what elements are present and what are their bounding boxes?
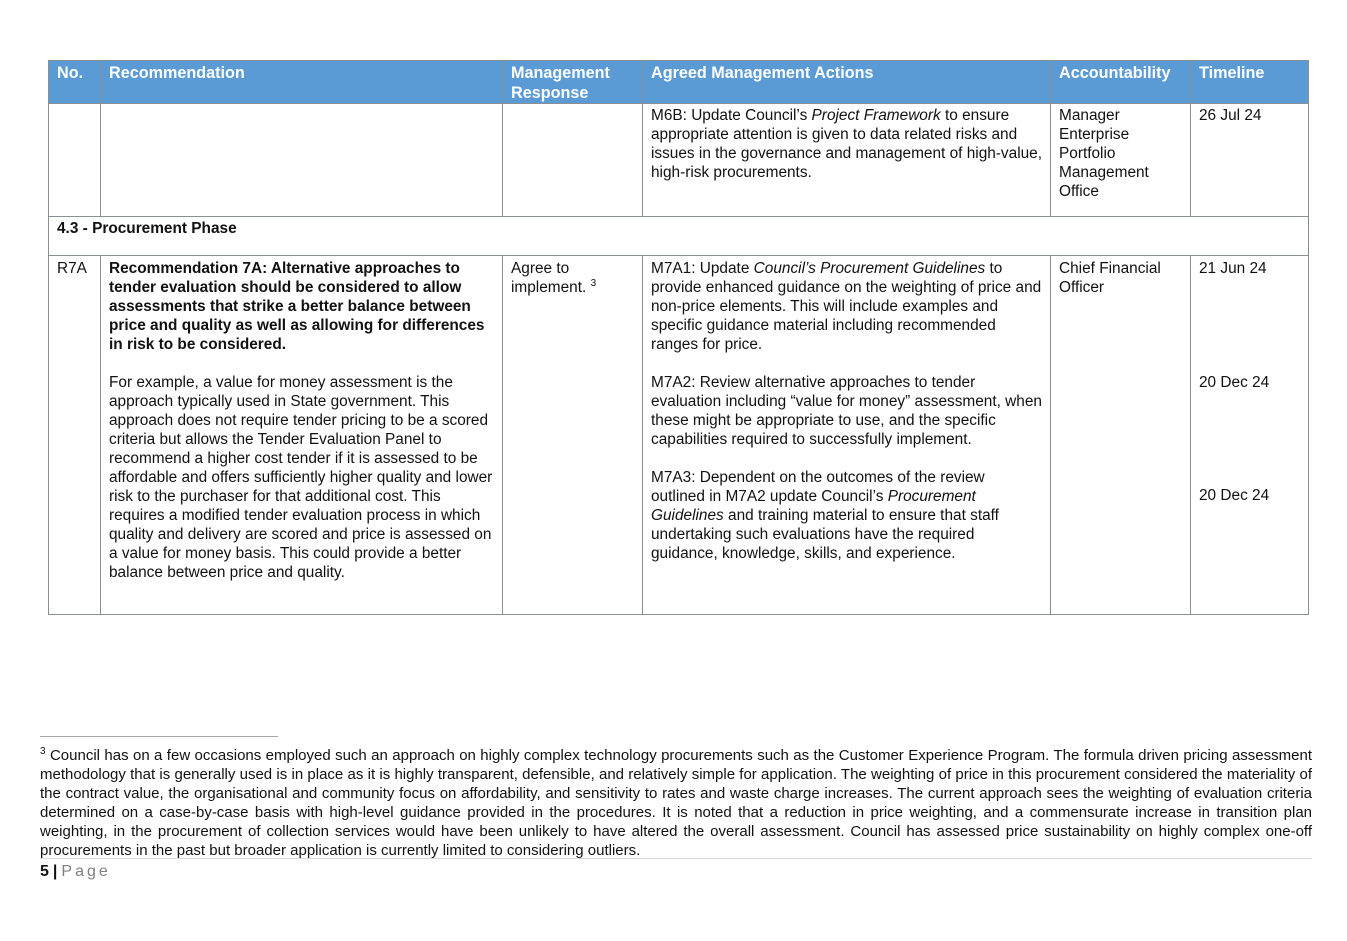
table-row	[49, 256, 1309, 615]
action-text: M7A1: Update	[651, 260, 754, 277]
header-agreed-actions: Agreed Management Actions	[643, 61, 1051, 104]
recommendation-heading: Recommendation 7A: Alternative approaches to tender evaluation should be considered to allow assessments that strike a better balance between price and quality as well as allowing for differences in risk to be considered.	[109, 260, 485, 353]
cell-no	[49, 104, 101, 217]
action-text: and training material to ensure that staff undertaking such evaluations have the required guidance, knowledge, skills, and experience.	[651, 507, 999, 562]
footnote-marker: 3	[40, 746, 46, 757]
action-text: M7A3: Dependent on the outcomes of the review outlined in M7A2 update Council’s	[651, 469, 985, 505]
header-no: No.	[49, 61, 101, 104]
section-heading: 4.3 - Procurement Phase	[49, 217, 1309, 256]
page-footer	[40, 862, 111, 882]
action-italic: Project Framework	[811, 107, 941, 124]
footer-separator	[40, 858, 1312, 859]
action-italic: Council’s Procurement Guidelines	[753, 260, 986, 277]
cell-timelines	[1191, 256, 1309, 615]
page-number: 5	[40, 863, 49, 880]
timeline-m7a3: 20 Dec 24	[1199, 487, 1270, 504]
cell-action-m6b	[643, 104, 1051, 217]
cell-timeline: 26 Jul 24	[1191, 104, 1309, 217]
cell-no: R7A	[49, 256, 101, 615]
cell-response	[503, 256, 643, 615]
action-text: M6B: Update Council’s	[651, 107, 812, 124]
table-header-row	[49, 61, 1309, 104]
action-m7a3	[651, 468, 1042, 563]
table-row	[49, 104, 1309, 217]
cell-accountability: Manager Enterprise Portfolio Management Office	[1051, 104, 1191, 217]
action-m7a2: M7A2: Review alternative approaches to tender evaluation including “value for money” assessment, when these might be appropriate to use, and the specific capabilities required to successfully implement.	[651, 374, 1042, 448]
action-italic: Procurement Guidelines	[651, 488, 976, 524]
footnote-ref[interactable]: 3	[590, 277, 597, 289]
action-text: to ensure appropriate attention is given to data related risks and issues in the governance and management of high-value, high-risk procurements.	[651, 107, 1043, 181]
section-row	[49, 217, 1309, 256]
footnote-separator	[40, 736, 278, 737]
page-label: Page	[61, 863, 111, 880]
footnote-text: Council has on a few occasions employed such an approach on highly complex technology procurements such as the Customer Experience Program. The formula driven pricing assessment methodology that is generally used is in place as it is highly transparent, defensible, and relatively simple for application. The weighting of price in this procurement considered the materiality of the contract value, the organisational and community focus on affordability, and sensitivity to rates and waste charge increases. The current approach sees the weighting of evaluation criteria determined on a case-by-case basis with high-level guidance provided in the procedures. It is noted that a reduction in price weighting, and a commensurate increase in transition plan weighting, in the procurement of collection services would have been unlikely to have altered the overall assessment. Council has assessed price sustainability on highly complex one-off procurements in the past but broader application is currently limited to considering outliers.	[40, 747, 1312, 859]
response-text: Agree to implement.	[511, 260, 587, 296]
cell-recommendation	[101, 256, 503, 615]
header-timeline: Timeline	[1191, 61, 1309, 104]
footnote	[40, 746, 1312, 860]
header-recommendation: Recommendation	[101, 61, 503, 104]
header-management-response: Management Response	[503, 61, 643, 104]
cell-recommendation	[101, 104, 503, 217]
action-text: to provide enhanced guidance on the weighting of price and non-price elements. This will include examples and specific guidance material including recommended ranges for price.	[651, 260, 1042, 353]
cell-accountability: Chief Financial Officer	[1051, 256, 1191, 615]
footer-separator-glyph: |	[52, 863, 58, 880]
timeline-m7a1: 21 Jun 24	[1199, 260, 1267, 277]
recommendations-table	[48, 60, 1309, 615]
action-m7a1	[651, 259, 1042, 354]
recommendation-detail: For example, a value for money assessment is the approach typically used in State government. This approach does not require tender pricing to be a scored criteria but allows the Tender Evaluation Panel to recommend a higher cost tender if it is assessed to be affordable and offers sufficiently higher quality and lower risk to the purchaser for that additional cost. This requires a modified tender evaluation process in which quality and delivery are scored and price is assessed on a value for money basis. This could provide a better balance between price and quality.	[109, 374, 493, 581]
timeline-m7a2: 20 Dec 24	[1199, 374, 1270, 391]
cell-response	[503, 104, 643, 217]
header-accountability: Accountability	[1051, 61, 1191, 104]
cell-actions	[643, 256, 1051, 615]
